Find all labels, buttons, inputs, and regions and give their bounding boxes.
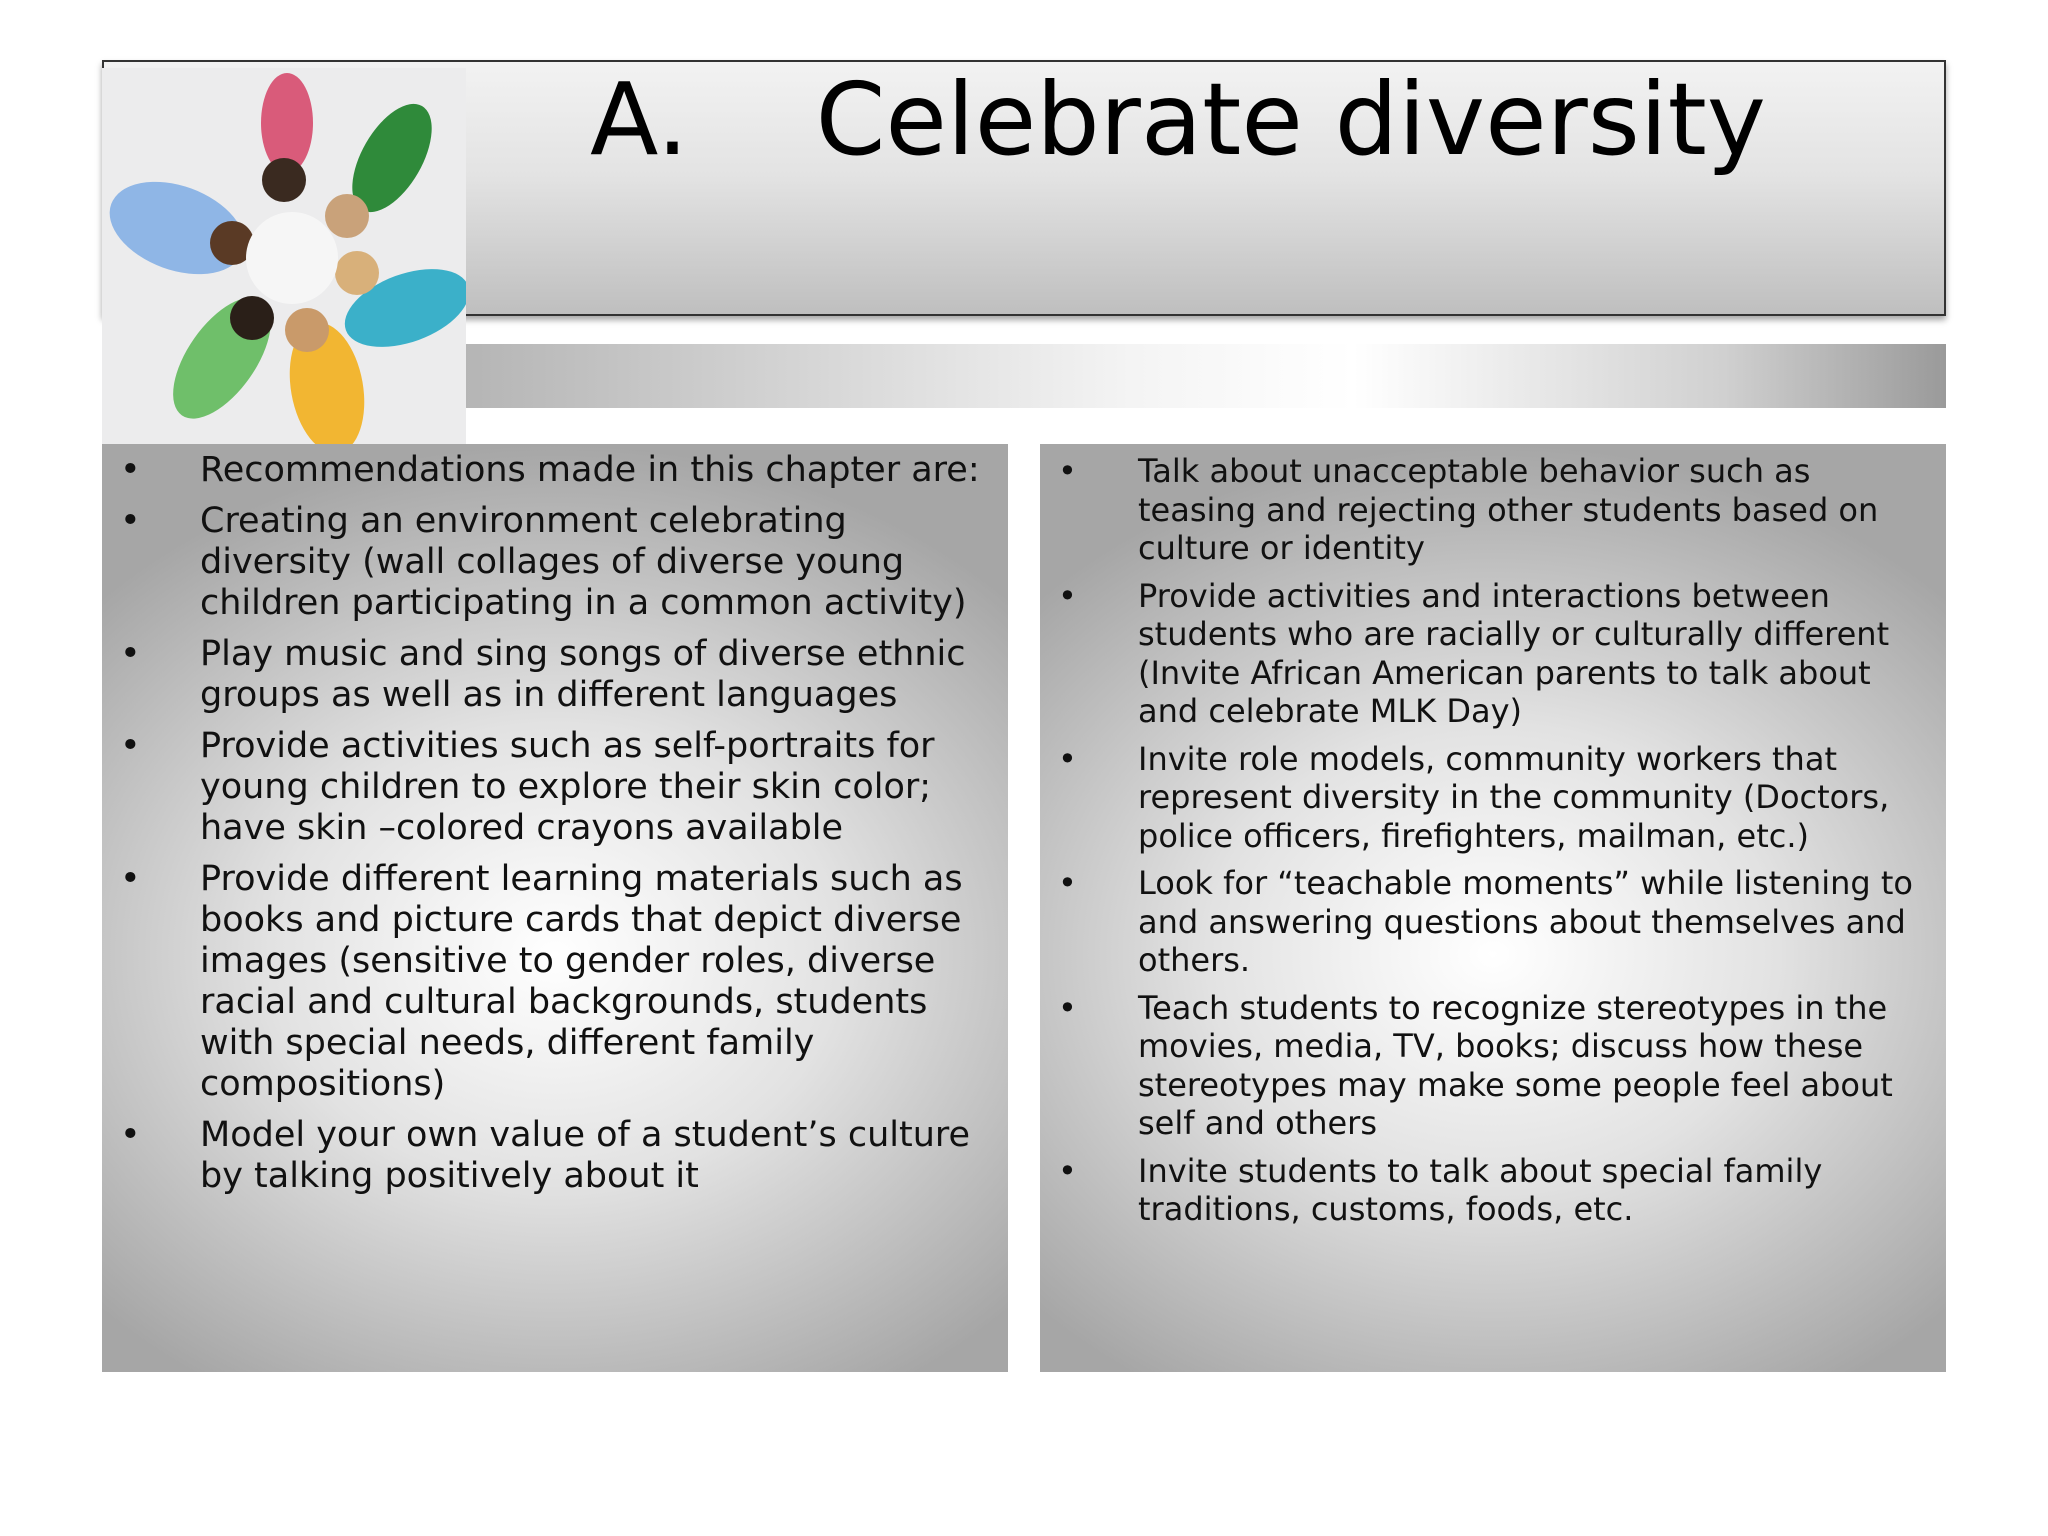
- list-item: • Creating an environment celebrating diversity (wall collages of diverse young children participating in a common activity): [102, 501, 992, 624]
- right-bullet-list: [1040, 452, 1930, 1238]
- list-item: • Invite students to talk about special family traditions, customs, foods, etc.: [1040, 1152, 1930, 1229]
- left-bullet-list: [102, 450, 992, 1207]
- list-item: • Play music and sing songs of diverse ethnic groups as well as in different languages: [102, 634, 992, 716]
- list-item: • Provide different learning materials such as books and picture cards that depict diverse images (sensitive to gender roles, diverse racial and cultural backgrounds, students with special needs, different family compositions): [102, 859, 992, 1105]
- decorative-band: [465, 344, 1946, 408]
- list-item: • Model your own value of a student’s culture by talking positively about it: [102, 1115, 992, 1197]
- list-item: • Recommendations made in this chapter are:: [102, 450, 992, 491]
- list-item: • Provide activities and interactions between students who are racially or culturally different (Invite African American parents to talk about and celebrate MLK Day): [1040, 577, 1930, 731]
- children-photo-illustration: [102, 68, 466, 446]
- list-item: • Look for “teachable moments” while listening to and answering questions about themselves and others.: [1040, 864, 1930, 980]
- list-item: • Teach students to recognize stereotypes in the movies, media, TV, books; discuss how these stereotypes may make some people feel about self and others: [1040, 989, 1930, 1143]
- right-content-panel: [1040, 444, 1946, 1372]
- children-circle-photo: [102, 68, 466, 446]
- slide-title: A. Celebrate diversity: [590, 61, 1766, 178]
- list-item: • Provide activities such as self-portraits for young children to explore their skin color; have skin –colored crayons available: [102, 726, 992, 849]
- list-item: • Invite role models, community workers that represent diversity in the community (Doctors, police officers, firefighters, mailman, etc.): [1040, 740, 1930, 856]
- left-content-panel: [102, 444, 1008, 1372]
- list-item: • Talk about unacceptable behavior such as teasing and rejecting other students based on culture or identity: [1040, 452, 1930, 568]
